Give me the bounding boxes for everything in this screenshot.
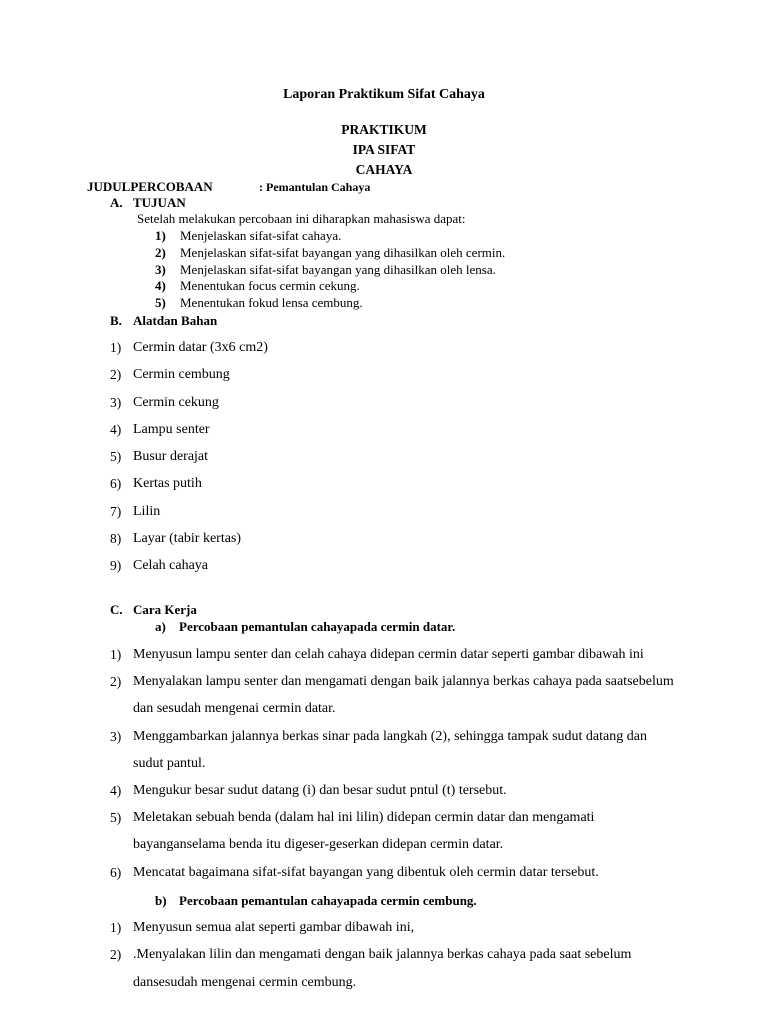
bahan-item: Cermin datar (3x6 cm2) [133, 340, 268, 355]
tujuan-item: Menjelaskan sifat-sifat bayangan yang dihasilkan oleh lensa. [180, 262, 496, 277]
bahan-item: Busur derajat [133, 449, 209, 464]
section-a-heading: TUJUAN [133, 195, 186, 210]
tujuan-item: Menentukan fokud lensa cembung. [180, 295, 363, 310]
bahan-number: 2) [110, 367, 122, 382]
step-line: bayanganselama benda itu digeser-geserkan didepan cermin datar. [133, 837, 504, 852]
bahan-item: Cermin cembung [133, 367, 230, 382]
step-number: 1) [110, 920, 122, 935]
tujuan-item: Menjelaskan sifat-sifat bayangan yang dihasilkan oleh cermin. [180, 245, 506, 260]
judul-label: JUDULPERCOBAAN [87, 179, 213, 194]
tujuan-number: 2) [155, 245, 166, 260]
section-b-marker: B. [110, 313, 122, 328]
document-title: Laporan Praktikum Sifat Cahaya [283, 87, 485, 102]
tujuan-number: 1) [155, 228, 166, 243]
step-number: 2) [110, 674, 122, 689]
tujuan-number: 3) [155, 262, 166, 277]
tujuan-number: 4) [155, 278, 166, 293]
bahan-number: 1) [110, 340, 122, 355]
step-line: Menggambarkan jalannya berkas sinar pada langkah (2), sehingga tampak sudut datang dan [133, 729, 647, 744]
step-line: Mencatat bagaimana sifat-sifat bayangan yang dibentuk oleh cermin datar tersebut. [133, 865, 599, 880]
step-line: dan sesudah mengenai cermin datar. [133, 701, 336, 716]
step-line: Meletakan sebuah benda (dalam hal ini lilin) didepan cermin datar dan mengamati [133, 810, 595, 825]
step-line: dansesudah mengenai cermin cembung. [133, 975, 357, 990]
subsection-b-title: Percobaan pemantulan cahayapada cermin cembung. [179, 893, 477, 908]
step-line: Menyusun semua alat seperti gambar dibawah ini, [133, 920, 415, 935]
bahan-number: 9) [110, 558, 122, 573]
bahan-number: 4) [110, 422, 122, 437]
bahan-number: 6) [110, 476, 122, 491]
bahan-number: 3) [110, 395, 122, 410]
section-a-intro: Setelah melakukan percobaan ini diharapkan mahasiswa dapat: [137, 211, 466, 226]
block-title-line-1: PRAKTIKUM [341, 122, 427, 137]
bahan-item: Layar (tabir kertas) [133, 531, 242, 546]
step-line: Menyalakan lampu senter dan mengamati dengan baik jalannya berkas cahaya pada saatsebelum [133, 674, 674, 689]
tujuan-item: Menentukan focus cermin cekung. [180, 278, 360, 293]
bahan-item: Kertas putih [133, 476, 202, 491]
bahan-number: 8) [110, 531, 122, 546]
subsection-a-title: Percobaan pemantulan cahayapada cermin datar. [179, 619, 456, 634]
step-number: 5) [110, 810, 122, 825]
step-number: 2) [110, 947, 122, 962]
bahan-item: Cermin cekung [133, 395, 219, 410]
step-line: .Menyalakan lilin dan mengamati dengan baik jalannya berkas cahaya pada saat sebelum [133, 947, 632, 962]
section-a-marker: A. [110, 195, 123, 210]
bahan-number: 5) [110, 449, 122, 464]
step-line: Mengukur besar sudut datang (i) dan besar sudut pntul (t) tersebut. [133, 783, 507, 798]
bahan-item: Lilin [133, 504, 161, 519]
judul-value: : Pemantulan Cahaya [259, 180, 371, 194]
step-line: sudut pantul. [133, 756, 206, 771]
section-c-heading: Cara Kerja [133, 602, 197, 617]
tujuan-number: 5) [155, 295, 166, 310]
section-c-marker: C. [110, 602, 123, 617]
block-title-line-3: CAHAYA [355, 162, 413, 177]
step-line: Menyusun lampu senter dan celah cahaya didepan cermin datar seperti gambar dibawah ini [133, 647, 644, 662]
subsection-b-marker: b) [155, 893, 167, 908]
section-b-heading: Alatdan Bahan [133, 313, 218, 328]
block-title-line-2: IPA SIFAT [352, 142, 416, 157]
step-number: 1) [110, 647, 122, 662]
tujuan-item: Menjelaskan sifat-sifat cahaya. [180, 228, 342, 243]
bahan-item: Lampu senter [133, 422, 210, 437]
bahan-item: Celah cahaya [133, 558, 209, 573]
subsection-a-marker: a) [155, 619, 166, 634]
step-number: 6) [110, 865, 122, 880]
step-number: 4) [110, 783, 122, 798]
step-number: 3) [110, 729, 122, 744]
bahan-number: 7) [110, 504, 122, 519]
